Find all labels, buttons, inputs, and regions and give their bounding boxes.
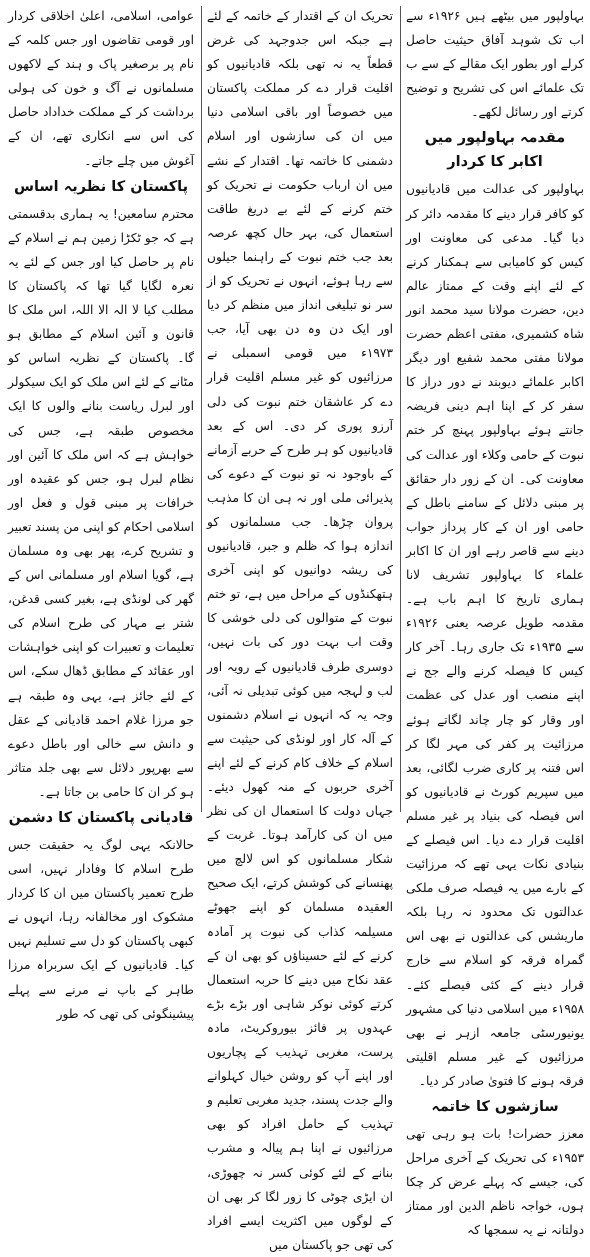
right-paragraph-1: بہاولپور میں بیٹھے ہیں ۱۹۲۶ء سے اب تک شوہد آفاق حیثیت حاصل کرلے اور بطور ایک مقالے کے سے ب تک علمائے اس کی تشریح و توضیح کرتے اور رسائل لکھے۔ bbox=[406, 9, 584, 120]
column-divider bbox=[201, 6, 202, 812]
column-divider bbox=[400, 6, 401, 812]
heading-qadiani-enemy-of-pakistan: قادیانی پاکستان کا دشمن bbox=[8, 810, 194, 826]
newspaper-page bbox=[6, 4, 585, 1252]
middle-column bbox=[207, 4, 393, 1252]
right-paragraph-3: معزز حضرات! بات ہو رہی تھی ۱۹۵۳ء کی تحریک کے آخری مراحل کی، جیسے کہ پہلے عرض کر چکا ہوں، خواجہ ناظم الدین اور ممتاز دولتانہ نے یہ سمجھا کہ bbox=[406, 1127, 584, 1238]
heading-pakistan-ideology: پاکستان کا نظریہ اساس bbox=[13, 178, 189, 195]
left-paragraph-3: حالانکہ یہی لوگ یہ حقیقت جس طرح اسلام کا وفادار نہیں، اسی طرح تعمیر پاکستان میں ان کا کردار مشکوک اور مخالفانہ رہا، انہوں نے کبھی پاکستان کو دل سے تسلیم نہیں کیا۔ قادیانیوں کے ایک سربراہ مرزا طاہر کے باپ نے مرنے سے پہلے پیشینگوئی کی تھی کہ طور bbox=[8, 838, 194, 1021]
left-paragraph-2: محترم سامعین! یہ ہماری بدقسمتی ہے کہ جو ٹکڑا زمین ہم نے اسلام کے نام پر حاصل کیا اور جس کے لئے یہ نعرہ لگایا گیا تھا کہ پاکستان کا مطلب کیا لا الہ الا اللہ، اس ملک کا قانون و آئین اسلام کے مطابق ہو گا۔ پاکستان کے نظریہ اساس کو مٹانے کے لئے اس ملک کو ایک سیکولر اور لبرل ریاست بنانے والوں کا ایک مخصوص طبقہ ہے، جس کی خواہش ہے کہ اس ملک کا آئین اور نظام لبرل ہو، جس کو عقیدہ اور خرافات پر مبنی قول و فعل اور اسلامی احکام کو اپنی من پسند تعبیر و تشریح کرے، پھر بھی وہ مسلمان ہے، گویا اسلام اور مسلمانی اس کے گھر کی لونڈی ہے، بغیر کسی قدغن، شتر بے مہار کی طرح اسلام کی تعلیمات و تعبیرات کو اپنی خواہشات اور عقائد کے مطابق ڈھال سکے، اس کے لئے جائز ہے، یہی وہ طبقہ ہے جو مرزا غلام احمد قادیانی کے عقل و دانش سے خالی اور باطل دعوے سے بھرپور دلائل سے بھی جلد متاثر ہو کر ان کا حامی بن جاتا ہے۔ bbox=[8, 206, 194, 799]
right-paragraph-2: بہاولپور کی عدالت میں قادیانیوں کو کافر قرار دینے کا مقدمہ دائر کر دیا گیا۔ مدعی کی معاونت اور کیس کو کامیابی سے ہمکنار کرنے کے لئے اپنے وقت کے ممتاز عالم دین، حضرت مولانا سید محمد انور شاہ کشمیری، مفتی اعظم حضرت مولانا مفتی محمد شفیع اور دیگر اکابر علمائے دیوبند نے دور دراز کا سفر کر کے اپنا اہم دینی فریضہ جانتے ہوئے بہاولپور پہنچ کر ختم نبوت کے حامی وکلاء اور عدالت کی معاونت کی۔ ان کے زور دار حقائق پر مبنی دلائل کے سامنے باطل کے حامی اور ان کے کار پرداز جواب دینے سے قاصر رہے اور ان کا اکابر علماء کا بہاولپور تشریف لانا ہماری تاریخ کا اہم باب ہے۔ مقدمہ طویل عرصہ یعنی ۱۹۲۶ء سے ۱۹۳۵ء تک جاری رہا۔ آخر کار کیس کا فیصلہ کرنے والے جج نے اپنے منصب اور عدل کی عظمت اور وقار کو چار چاند لگاتے ہوئے مرزائیت پر کفر کی مہر لگا کر اس فتنہ پر کاری ضرب لگائی، بعد میں سپریم کورٹ نے قادیانیوں کو اس فیصلہ کی بنیاد پر غیر مسلم اقلیت قرار دے دیا۔ اس فیصلے کے بنیادی نکات یہی تھے کہ مرزائیت کے بارے میں یہ فیصلہ صرف ملکی عدالتوں تک محدود نہ رہا بلکہ ماریشس کی عدالتوں نے بھی اس گمراہ فرقہ کو اسلام سے خارج قرار دینے کے کئی فیصلے کئے۔ ۱۹۵۸ء میں اسلامی دنیا کی مشہور یونیورسٹی جامعہ ازہر نے بھی مرزائیوں کے غیر مسلم اقلیتی فرقہ ہونے کا فتویٰ صادر کر دیا۔ bbox=[406, 182, 585, 1088]
left-paragraph-1: عوامی، اسلامی، اعلیٰ اخلاقی کردار اور قومی تقاضوں اور جس کلمہ کے نام پر برصغیر پاک و ہند کے لاکھوں مسلمانوں نے آگ و خون کی ہولی برداشت کر کے مملکت خداداد حاصل کی اس سے انکاری تھے، ان کے آغوش میں چلے جاتے۔ bbox=[8, 9, 194, 168]
heading-bahawalpur-case: مقدمہ بہاولپور میں اکابر کا کردار bbox=[424, 130, 566, 171]
left-column bbox=[8, 4, 194, 1021]
heading-end-of-conspiracies: سازشوں کا خاتمہ bbox=[431, 1099, 559, 1116]
right-column bbox=[406, 4, 585, 1238]
middle-paragraph-1: تحریک ان کے اقتدار کے خاتمہ کے لئے ہے جبکہ اس جدوجہد کی غرض قطعاً یہ نہ تھی بلکہ قادیانیوں کو اقلیت قرار دے کر مملکت پاکستان میں خصوصاً اور باقی اسلامی دنیا میں ان کی سازشوں اور اسلام دشمنی کا خاتمہ تھا۔ اقتدار کے نشے میں ان ارباب حکومت نے تحریک کو ختم کرنے کے لئے بے دریغ طاقت استعمال کی، بہر حال کچھ عرصہ بعد جب ختم نبوت کے راہنما جیلوں سے رہا ہوئے، انہوں نے تحریک کو از سر نو تبلیغی انداز میں منظم کر دیا اور ایک دن وہ دن بھی آیا، جب ۱۹۷۳ء میں قومی اسمبلی نے مرزائیوں کو غیر مسلم اقلیت قرار دے کر عاشقان ختم نبوت کی دلی آرزو پوری کر دی۔ اس کے بعد قادیانیوں کو ہر طرح کے حربے آزمانے کے باوجود نہ تو نبوت کے دعوے کی پذیرائی ملی اور نہ ہی ان کا مذہب پروان چڑھا۔ جب مسلمانوں کو اندازہ ہوا کہ ظلم و جبر، قادیانیوں کی ریشہ دوانیوں کو اپنی آخری ہتھکنڈوں کے مراحل میں ہے، تو ختم نبوت کے متوالوں کی دلی خوشی کا وقت اب بہت دور کی بات نہیں، دوسری طرف قادیانیوں کے رویہ اور لب و لہجہ میں کوئی تبدیلی نہ آئی، وجہ یہ کہ انہوں نے اسلام دشمنوں کے آلہ کار اور لونڈی کی حیثیت سے اسلام کے خلاف کام کرنے کے لئے اپنے آخری حربوں کے منہ کھول دیئے۔ جہاں دولت کا استعمال ان کی نظر میں ان کی کارآمد ہوتا۔ غربت کے شکار مسلمانوں کو اس لالچ میں پھنسانے کی کوشش کرتے، ایک صحیح العقیدہ مسلمان کو اپنے جھوٹے مسیلمہ کذاب کی نبوت پر آمادہ کرنے کے لئے حسیناؤں کو بھی ان کے عقد نکاح میں دینے کا حربہ استعمال کرتے کوئی نوکر شاہی اور بڑے بڑے عہدوں پر فائز بیوروکریٹ، مادہ پرست، مغربی تہذیب کے پچاریوں اور اپنے آپ کو روشن خیال کہلوانے والے جدت پسند، جدید مغربی تعلیم و تہذیب کے حامل افراد کو بھی مرزائیوں نے اپنا ہم پیالہ و مشرب بنانے کے لئے کوئی کسر نہ چھوڑی، ان ایڑی چوٹی کا زور لگا کر بھی ان کے لوگوں میں اکثریت ایسے افراد کی تھی جو پاکستان میں bbox=[207, 9, 393, 1252]
